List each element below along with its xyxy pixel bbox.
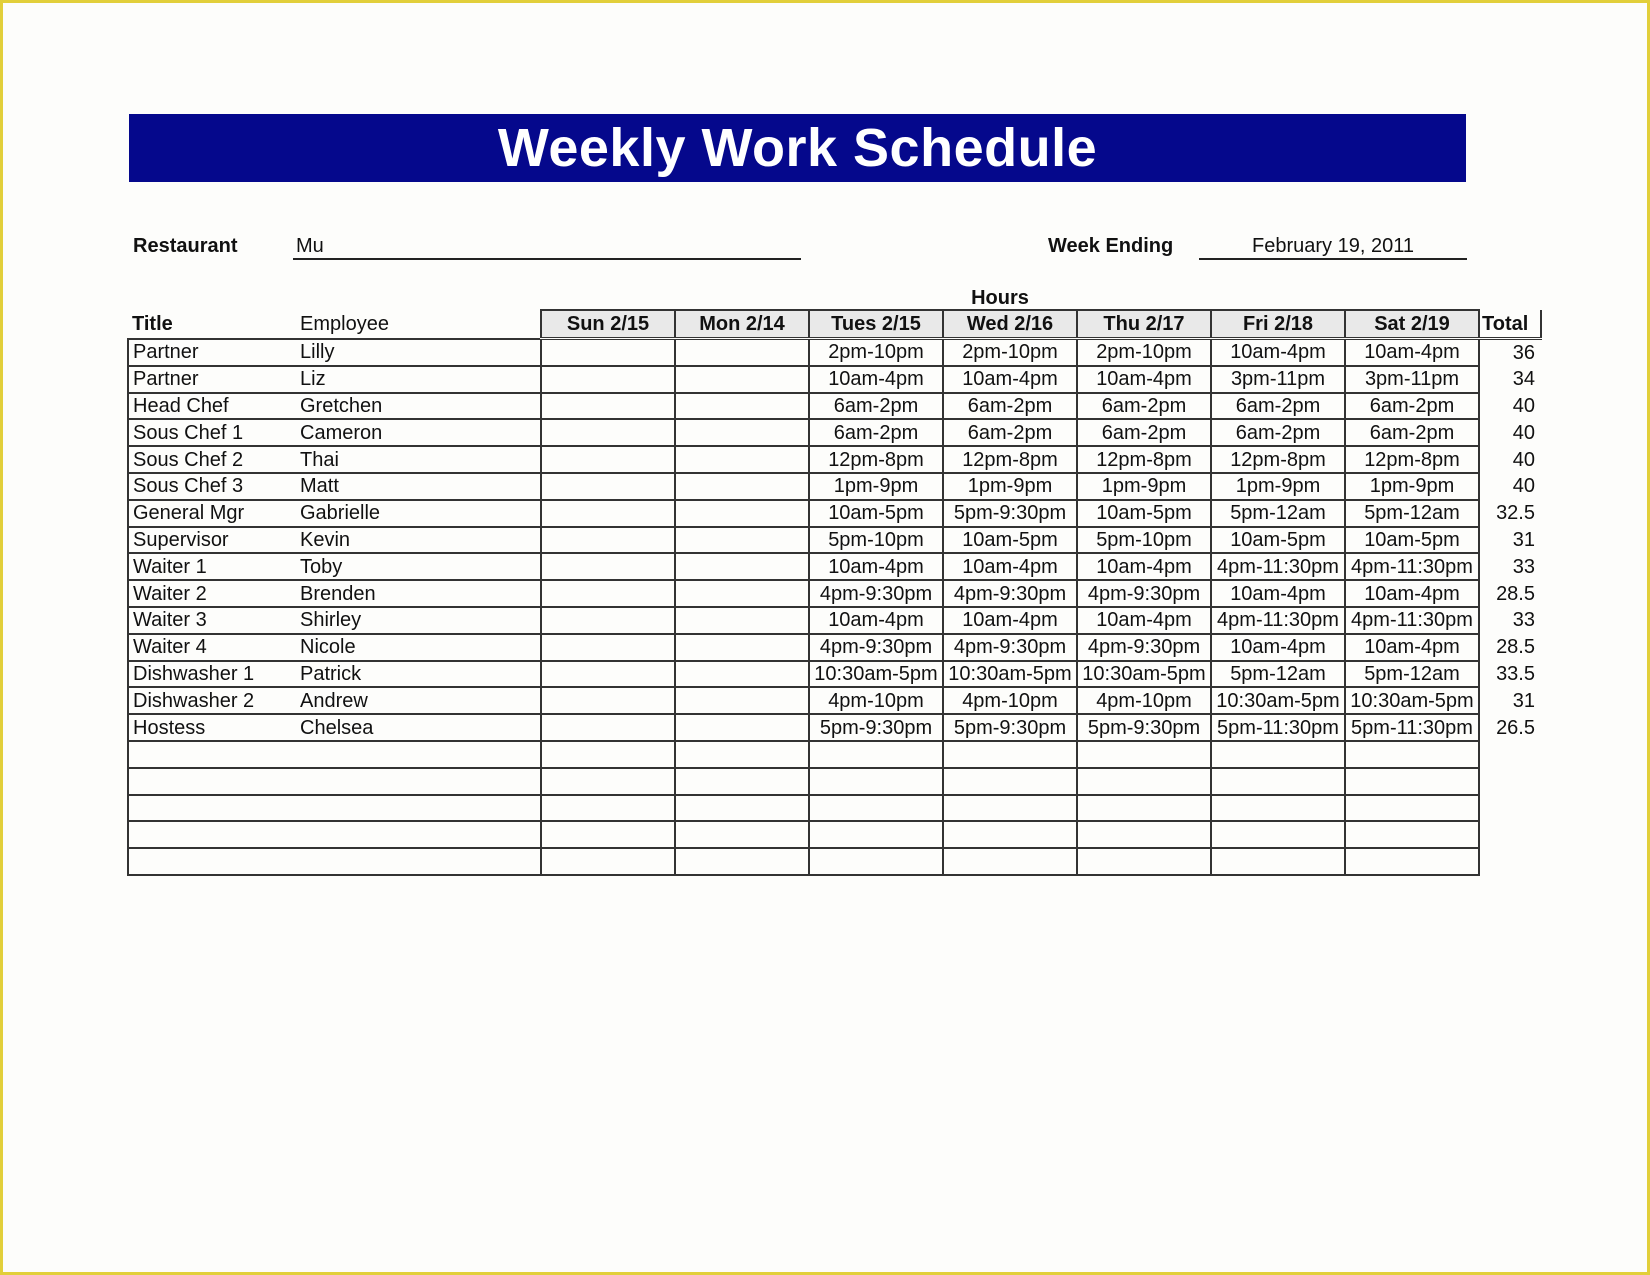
- shift-cell[interactable]: [675, 419, 809, 446]
- shift-cell[interactable]: 5pm-12am: [1211, 661, 1345, 688]
- shift-cell[interactable]: [1345, 741, 1479, 768]
- employee-cell[interactable]: [295, 795, 541, 822]
- total-cell[interactable]: 36: [1512, 341, 1535, 364]
- shift-cell[interactable]: 10:30am-5pm: [1211, 687, 1345, 714]
- title-cell[interactable]: Waiter 2: [128, 580, 295, 607]
- shift-cell[interactable]: 10am-5pm: [1211, 527, 1345, 554]
- employee-cell[interactable]: [295, 821, 541, 848]
- shift-cell[interactable]: 4pm-9:30pm: [1077, 580, 1211, 607]
- shift-cell[interactable]: 12pm-8pm: [1211, 446, 1345, 473]
- shift-cell[interactable]: [1077, 795, 1211, 822]
- shift-cell[interactable]: 5pm-9:30pm: [809, 714, 943, 741]
- shift-cell[interactable]: [541, 821, 675, 848]
- shift-cell[interactable]: 6am-2pm: [1077, 419, 1211, 446]
- total-cell[interactable]: 33: [1512, 555, 1535, 578]
- shift-cell[interactable]: 10am-4pm: [1211, 580, 1345, 607]
- day-column-header: Tues 2/15: [809, 310, 943, 339]
- shift-cell[interactable]: [1077, 741, 1211, 768]
- total-cell[interactable]: 40: [1512, 421, 1535, 444]
- shift-cell[interactable]: 10am-4pm: [1345, 634, 1479, 661]
- shift-cell[interactable]: [675, 848, 809, 875]
- title-cell[interactable]: Partner: [128, 339, 295, 366]
- table-row: [128, 795, 1541, 822]
- shift-cell[interactable]: 6am-2pm: [1211, 393, 1345, 420]
- table-row: [128, 848, 1541, 875]
- shift-cell[interactable]: [809, 741, 943, 768]
- table-row: [128, 500, 1541, 527]
- shift-cell[interactable]: 5pm-9:30pm: [943, 714, 1077, 741]
- employee-cell[interactable]: Chelsea: [295, 714, 541, 741]
- shift-cell[interactable]: [541, 473, 675, 500]
- table-row: [128, 661, 1541, 688]
- shift-cell[interactable]: 10am-4pm: [1077, 553, 1211, 580]
- total-cell[interactable]: 31: [1512, 528, 1535, 551]
- table-row: [128, 553, 1541, 580]
- total-cell[interactable]: 28.5: [1496, 582, 1535, 605]
- table-row: [128, 419, 1541, 446]
- shift-cell[interactable]: [675, 714, 809, 741]
- shift-cell[interactable]: 6am-2pm: [943, 419, 1077, 446]
- shift-cell[interactable]: 5pm-12am: [1211, 500, 1345, 527]
- title-cell[interactable]: Sous Chef 1: [128, 419, 295, 446]
- title-cell[interactable]: Waiter 4: [128, 634, 295, 661]
- shift-cell[interactable]: [809, 768, 943, 795]
- total-cell[interactable]: 32.5: [1496, 502, 1535, 525]
- shift-cell[interactable]: [541, 339, 675, 366]
- day-column-header: Sat 2/19: [1345, 310, 1479, 339]
- title-cell[interactable]: [128, 848, 295, 875]
- title-cell[interactable]: Waiter 3: [128, 607, 295, 634]
- employee-cell[interactable]: Kevin: [295, 527, 541, 554]
- shift-cell[interactable]: 10am-5pm: [943, 527, 1077, 554]
- title-cell[interactable]: Head Chef: [128, 393, 295, 420]
- schedule-table: [127, 309, 1542, 876]
- shift-cell[interactable]: 1pm-9pm: [1211, 473, 1345, 500]
- shift-cell[interactable]: [943, 848, 1077, 875]
- shift-cell[interactable]: 4pm-10pm: [1077, 687, 1211, 714]
- total-cell[interactable]: 40: [1512, 394, 1535, 417]
- shift-cell[interactable]: [1211, 768, 1345, 795]
- shift-cell[interactable]: 3pm-11pm: [1211, 366, 1345, 393]
- shift-cell[interactable]: 10:30am-5pm: [943, 661, 1077, 688]
- shift-cell[interactable]: 4pm-9:30pm: [809, 634, 943, 661]
- table-row: [128, 768, 1541, 795]
- shift-cell[interactable]: 10:30am-5pm: [1077, 661, 1211, 688]
- shift-cell[interactable]: 2pm-10pm: [809, 339, 943, 366]
- shift-cell[interactable]: 2pm-10pm: [943, 339, 1077, 366]
- shift-cell[interactable]: [1345, 795, 1479, 822]
- shift-cell[interactable]: 4pm-11:30pm: [1211, 553, 1345, 580]
- shift-cell[interactable]: 12pm-8pm: [1077, 446, 1211, 473]
- employee-cell[interactable]: Matt: [295, 473, 541, 500]
- shift-cell[interactable]: 10am-5pm: [1345, 527, 1479, 554]
- shift-cell[interactable]: [541, 795, 675, 822]
- shift-cell[interactable]: 6am-2pm: [1345, 393, 1479, 420]
- shift-cell[interactable]: [541, 634, 675, 661]
- total-cell[interactable]: [1479, 821, 1541, 848]
- shift-cell[interactable]: [541, 419, 675, 446]
- employee-cell[interactable]: Toby: [295, 553, 541, 580]
- shift-cell[interactable]: [541, 500, 675, 527]
- total-cell[interactable]: 33: [1512, 609, 1535, 632]
- table-row: [128, 687, 1541, 714]
- shift-cell[interactable]: 4pm-9:30pm: [809, 580, 943, 607]
- shift-cell[interactable]: 1pm-9pm: [809, 473, 943, 500]
- shift-cell[interactable]: [1211, 821, 1345, 848]
- shift-cell[interactable]: 10am-4pm: [943, 366, 1077, 393]
- shift-cell[interactable]: 4pm-9:30pm: [1077, 634, 1211, 661]
- employee-cell[interactable]: Lilly: [295, 339, 541, 366]
- total-cell[interactable]: 26.5: [1496, 716, 1535, 739]
- shift-cell[interactable]: 4pm-11:30pm: [1345, 607, 1479, 634]
- shift-cell[interactable]: [1211, 741, 1345, 768]
- total-cell[interactable]: 28.5: [1496, 636, 1535, 659]
- shift-cell[interactable]: [541, 714, 675, 741]
- table-row: [128, 821, 1541, 848]
- employee-cell[interactable]: Cameron: [295, 419, 541, 446]
- shift-cell[interactable]: 10am-5pm: [809, 500, 943, 527]
- shift-cell[interactable]: 2pm-10pm: [1077, 339, 1211, 366]
- title-cell[interactable]: Waiter 1: [128, 553, 295, 580]
- shift-cell[interactable]: 5pm-11:30pm: [1211, 714, 1345, 741]
- table-row: [128, 714, 1541, 741]
- page-title: Weekly Work Schedule: [497, 118, 1098, 178]
- total-cell[interactable]: [1479, 848, 1541, 875]
- hours-caption: Hours: [971, 287, 1029, 309]
- table-row: [128, 634, 1541, 661]
- title-cell[interactable]: Sous Chef 3: [128, 473, 295, 500]
- shift-cell[interactable]: [541, 741, 675, 768]
- table-row: [128, 366, 1541, 393]
- shift-cell[interactable]: [809, 821, 943, 848]
- shift-cell[interactable]: 10am-4pm: [809, 366, 943, 393]
- shift-cell[interactable]: [541, 527, 675, 554]
- header-row: [128, 310, 1541, 339]
- shift-cell[interactable]: [1077, 768, 1211, 795]
- shift-cell[interactable]: [541, 366, 675, 393]
- shift-cell[interactable]: [675, 366, 809, 393]
- employee-cell[interactable]: Brenden: [295, 580, 541, 607]
- shift-cell[interactable]: 6am-2pm: [1345, 419, 1479, 446]
- employee-cell[interactable]: [295, 768, 541, 795]
- shift-cell[interactable]: 10am-4pm: [1211, 339, 1345, 366]
- employee-cell[interactable]: [295, 741, 541, 768]
- shift-cell[interactable]: [675, 741, 809, 768]
- employee-cell[interactable]: Shirley: [295, 607, 541, 634]
- day-column-header: Sun 2/15: [541, 310, 675, 339]
- title-cell[interactable]: [128, 821, 295, 848]
- title-cell[interactable]: General Mgr: [128, 500, 295, 527]
- shift-cell[interactable]: 5pm-11:30pm: [1345, 714, 1479, 741]
- shift-cell[interactable]: 1pm-9pm: [1345, 473, 1479, 500]
- shift-cell[interactable]: 5pm-12am: [1345, 500, 1479, 527]
- employee-cell[interactable]: Gabrielle: [295, 500, 541, 527]
- shift-cell[interactable]: [943, 768, 1077, 795]
- shift-cell[interactable]: [541, 393, 675, 420]
- shift-cell[interactable]: 12pm-8pm: [1345, 446, 1479, 473]
- shift-cell[interactable]: 5pm-9:30pm: [943, 500, 1077, 527]
- total-column-header: Total: [1479, 310, 1541, 339]
- week-ending-value[interactable]: February 19, 2011: [1252, 235, 1414, 257]
- shift-cell[interactable]: 6am-2pm: [1077, 393, 1211, 420]
- employee-cell[interactable]: [295, 848, 541, 875]
- restaurant-label: Restaurant: [133, 235, 238, 257]
- shift-cell[interactable]: 12pm-8pm: [943, 446, 1077, 473]
- shift-cell[interactable]: 5pm-9:30pm: [1077, 714, 1211, 741]
- employee-cell[interactable]: Patrick: [295, 661, 541, 688]
- title-cell[interactable]: Hostess: [128, 714, 295, 741]
- title-cell[interactable]: Supervisor: [128, 527, 295, 554]
- employee-column-header: Employee: [300, 312, 389, 335]
- shift-cell[interactable]: 10am-4pm: [809, 553, 943, 580]
- total-cell[interactable]: [1479, 795, 1541, 822]
- shift-cell[interactable]: [541, 607, 675, 634]
- title-cell[interactable]: Partner: [128, 366, 295, 393]
- title-cell[interactable]: Dishwasher 2: [128, 687, 295, 714]
- title-cell[interactable]: Sous Chef 2: [128, 446, 295, 473]
- shift-cell[interactable]: 10am-5pm: [1077, 500, 1211, 527]
- shift-cell[interactable]: [675, 687, 809, 714]
- shift-cell[interactable]: [1345, 768, 1479, 795]
- total-cell[interactable]: [1479, 741, 1541, 768]
- title-cell[interactable]: Dishwasher 1: [128, 661, 295, 688]
- employee-cell[interactable]: Andrew: [295, 687, 541, 714]
- shift-cell[interactable]: [943, 741, 1077, 768]
- shift-cell[interactable]: 10:30am-5pm: [809, 661, 943, 688]
- table-row: [128, 607, 1541, 634]
- total-cell[interactable]: 40: [1512, 475, 1535, 498]
- shift-cell[interactable]: 6am-2pm: [943, 393, 1077, 420]
- shift-cell[interactable]: [675, 527, 809, 554]
- shift-cell[interactable]: [675, 473, 809, 500]
- shift-cell[interactable]: 10am-4pm: [1077, 607, 1211, 634]
- shift-cell[interactable]: [675, 339, 809, 366]
- shift-cell[interactable]: [675, 634, 809, 661]
- table-row: [128, 580, 1541, 607]
- shift-cell[interactable]: 5pm-10pm: [1077, 527, 1211, 554]
- shift-cell[interactable]: 10am-4pm: [809, 607, 943, 634]
- shift-cell[interactable]: [541, 661, 675, 688]
- shift-cell[interactable]: 4pm-9:30pm: [943, 580, 1077, 607]
- shift-cell[interactable]: [1077, 848, 1211, 875]
- shift-cell[interactable]: [1345, 821, 1479, 848]
- shift-cell[interactable]: 10am-4pm: [1211, 634, 1345, 661]
- shift-cell[interactable]: 3pm-11pm: [1345, 366, 1479, 393]
- shift-cell[interactable]: 12pm-8pm: [809, 446, 943, 473]
- shift-cell[interactable]: [1077, 821, 1211, 848]
- shift-cell[interactable]: [675, 661, 809, 688]
- shift-cell[interactable]: [541, 553, 675, 580]
- title-cell[interactable]: [128, 795, 295, 822]
- shift-cell[interactable]: 5pm-10pm: [809, 527, 943, 554]
- total-cell[interactable]: 33.5: [1496, 662, 1535, 685]
- table-row: [128, 527, 1541, 554]
- shift-cell[interactable]: [809, 848, 943, 875]
- shift-cell[interactable]: 10:30am-5pm: [1345, 687, 1479, 714]
- shift-cell[interactable]: 6am-2pm: [1211, 419, 1345, 446]
- shift-cell[interactable]: [541, 768, 675, 795]
- shift-cell[interactable]: 6am-2pm: [809, 393, 943, 420]
- shift-cell[interactable]: [541, 580, 675, 607]
- shift-cell[interactable]: [675, 500, 809, 527]
- shift-cell[interactable]: 10am-4pm: [943, 607, 1077, 634]
- shift-cell[interactable]: 4pm-10pm: [943, 687, 1077, 714]
- table-row: [128, 446, 1541, 473]
- shift-cell[interactable]: [675, 393, 809, 420]
- shift-cell[interactable]: [675, 446, 809, 473]
- shift-cell[interactable]: 10am-4pm: [1077, 366, 1211, 393]
- shift-cell[interactable]: 4pm-11:30pm: [1211, 607, 1345, 634]
- shift-cell[interactable]: [675, 821, 809, 848]
- shift-cell[interactable]: 4pm-11:30pm: [1345, 553, 1479, 580]
- shift-cell[interactable]: 10am-4pm: [1345, 339, 1479, 366]
- day-column-header: Fri 2/18: [1211, 310, 1345, 339]
- shift-cell[interactable]: 5pm-12am: [1345, 661, 1479, 688]
- shift-cell[interactable]: [943, 821, 1077, 848]
- total-cell[interactable]: 40: [1512, 448, 1535, 471]
- restaurant-underline: [293, 258, 801, 260]
- shift-cell[interactable]: [1211, 795, 1345, 822]
- table-row: [128, 339, 1541, 366]
- shift-cell[interactable]: 10am-4pm: [1345, 580, 1479, 607]
- title-banner: [129, 114, 1466, 182]
- total-cell[interactable]: 34: [1512, 368, 1535, 391]
- shift-cell[interactable]: [675, 553, 809, 580]
- employee-cell[interactable]: Nicole: [295, 634, 541, 661]
- shift-cell[interactable]: [675, 580, 809, 607]
- total-cell[interactable]: 31: [1512, 689, 1535, 712]
- day-column-header: Wed 2/16: [943, 310, 1077, 339]
- table-row: [128, 741, 1541, 768]
- week-ending-label: Week Ending: [1048, 235, 1174, 257]
- table-row: [128, 393, 1541, 420]
- shift-cell[interactable]: [675, 768, 809, 795]
- title-column-header: Title: [132, 312, 173, 335]
- week-ending-underline: [1199, 258, 1467, 260]
- shift-cell[interactable]: 10am-4pm: [943, 553, 1077, 580]
- day-column-header: Mon 2/14: [675, 310, 809, 339]
- title-cell[interactable]: [128, 741, 295, 768]
- table-row: [128, 473, 1541, 500]
- employee-cell[interactable]: Liz: [295, 366, 541, 393]
- shift-cell[interactable]: 1pm-9pm: [943, 473, 1077, 500]
- shift-cell[interactable]: [541, 848, 675, 875]
- shift-cell[interactable]: [809, 795, 943, 822]
- restaurant-value[interactable]: Mu: [296, 235, 324, 257]
- employee-cell[interactable]: Thai: [295, 446, 541, 473]
- shift-cell[interactable]: [1345, 848, 1479, 875]
- shift-cell[interactable]: [675, 795, 809, 822]
- shift-cell[interactable]: [675, 607, 809, 634]
- shift-cell[interactable]: [1211, 848, 1345, 875]
- shift-cell[interactable]: [541, 687, 675, 714]
- day-column-header: Thu 2/17: [1077, 310, 1211, 339]
- shift-cell[interactable]: [541, 446, 675, 473]
- total-cell[interactable]: [1479, 768, 1541, 795]
- shift-cell[interactable]: 1pm-9pm: [1077, 473, 1211, 500]
- title-cell[interactable]: [128, 768, 295, 795]
- employee-cell[interactable]: Gretchen: [295, 393, 541, 420]
- shift-cell[interactable]: 4pm-9:30pm: [943, 634, 1077, 661]
- shift-cell[interactable]: [943, 795, 1077, 822]
- shift-cell[interactable]: 4pm-10pm: [809, 687, 943, 714]
- shift-cell[interactable]: 6am-2pm: [809, 419, 943, 446]
